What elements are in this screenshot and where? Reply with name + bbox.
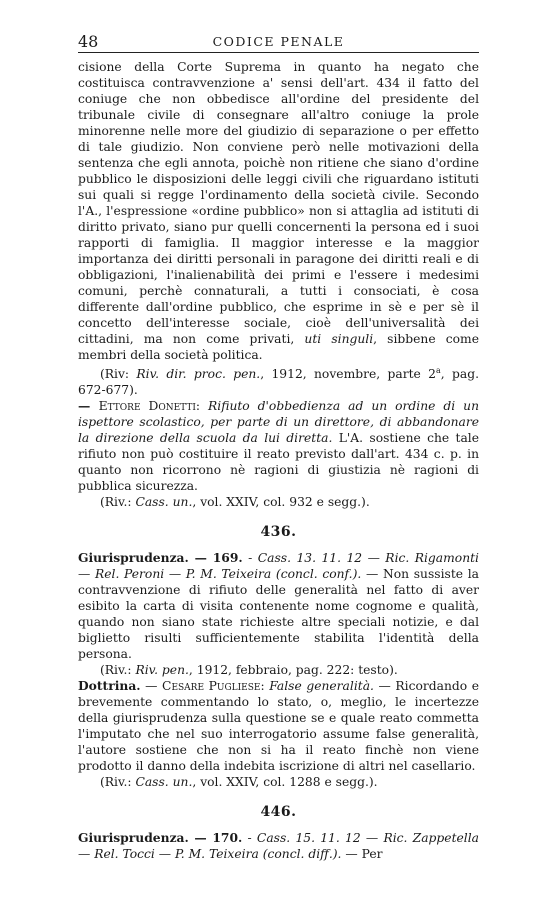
page-number: 48 <box>78 32 99 51</box>
citation: (Riv.: Riv. pen., 1912, febbraio, pag. 222: testo). <box>100 663 398 678</box>
citation: (Riv.: Cass. un., vol. XXIV, col. 1288 e segg.). <box>100 775 378 790</box>
paragraph-donetti: — Ettore Donetti: Rifiuto d'obbedienza ad un ordine di un ispettore scolastico, per parte di un direttore, di abbandonare la direzione della scuola da lui diretta. L'A. sostiene che tale rifiuto non può costituire il reato previsto dall'art. 434 c. p. in quanto non ricorrono nè ragioni di giustizia nè ragioni di pubblica sicurezza. <box>78 398 480 494</box>
page-header <box>78 32 479 53</box>
paragraph-giurisprudenza-170: Giurisprudenza. — 170. - Cass. 15. 11. 12 — Ric. Zappetella — Rel. Tocci — P. M. Teixeira (concl. diff.). — Per <box>78 830 479 862</box>
citation: (Riv: Riv. dir. proc. pen., 1912, novembre, parte 2$^a$, pag. 672-677). <box>78 366 480 398</box>
paragraph-dottrina-pugliese: Dottrina. — Cesare Pugliese: False generalità. — Ricordando e brevemente commentando lo stato, o, meglio, le incertezze della giurisprudenza sulla questione se e quale reato commetta l'imputato che nel suo interrogatorio assume false generalità, l'autore sostiene che non si ha il reato finchè non viene prodotto il danno della indebita iscrizione di altri nel casellario. <box>78 678 479 774</box>
running-title: CODICE PENALE <box>212 34 345 49</box>
paragraph-giurisprudenza-169: Giurisprudenza. — 169. - Cass. 13. 11. 12 — Ric. Rigamonti — Rel. Peroni — P. M. Teixeira (concl. conf.). — Non sussiste la contravvenzione di rifiuto delle generalità nel fatto di aver esibito la carta di visita contenente nome cognome e qualità, quando non siano state richieste altre speciali notizie, e dal biglietto risulti sufficientemente stabilita l'identità della persona. <box>78 550 479 662</box>
paragraph-annotation-continued: cisione della Corte Suprema in quanto ha negato che costituisca contravvenzione a' sensi dell'art. 434 il fatto del coniuge che non obbedisce all'ordine del presidente del tribunale civile di consegnare all'altro coniuge la prole minorenne nelle more del giudizio di separazione o per effetto di tale giudizio. Non conviene però nelle motivazioni della sentenza che egli annota, poichè non ritiene che siano d'ordine pubblico le disposizioni delle leggi civili che riguardano istituti sui quali si regge l'ordinamento della società civile. Secondo l'A., l'espressione «ordine pubblico» non si attaglia ad istituti di diritto privato, siano pur quelli concernenti la persona ed i suoi rapporti di famiglia. Il maggior interesse e la maggior importanza dei diritti personali in paragone dei diritti reali e di obbligazioni, l'inalienabilità dei primi e l'essere i medesimi comuni, perchè connaturali, a tutti i consociati, è cosa differente dall'ordine pubblico, che esprime in sè e per sè il concetto dell'interesse sociale, cioè dell'universalità dei cittadini, ma non come privati, uti singuli, sibbene come membri della società politica. <box>78 60 479 362</box>
citation: (Riv.: Cass. un., vol. XXIV, col. 932 e segg.). <box>100 495 370 510</box>
article-heading-436: 436. <box>260 524 297 541</box>
article-heading-446: 446. <box>260 804 297 821</box>
